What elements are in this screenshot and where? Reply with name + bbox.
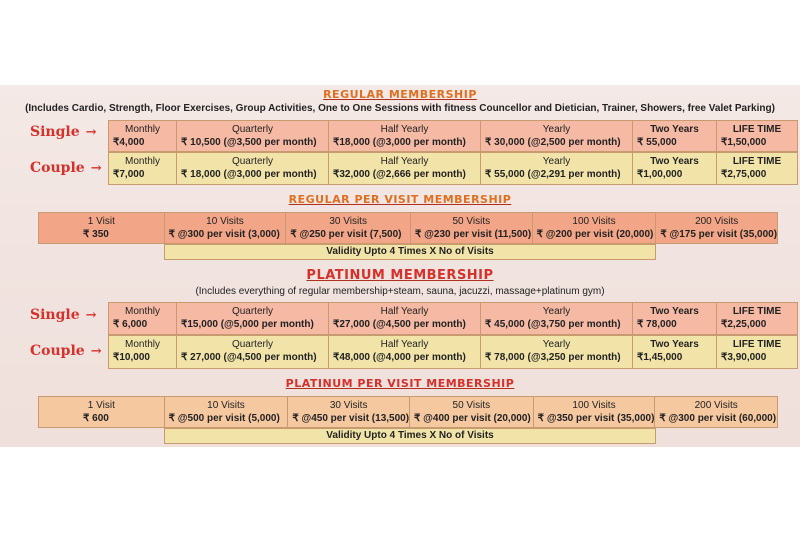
visit-cell: 10 Visits ₹ @500 per visit (5,000): [165, 397, 289, 427]
price-cell: Monthly ₹10,000: [109, 336, 177, 368]
price-cell: Quarterly ₹ 18,000 (@3,000 per month): [177, 153, 329, 184]
platinum-validity-note: Validity Upto 4 Times X No of Visits: [164, 428, 656, 444]
visit-cell: 100 Visits ₹ @200 per visit (20,000): [533, 213, 657, 243]
price-cell: Yearly ₹ 78,000 (@3,250 per month): [481, 336, 633, 368]
platinum-couple-label: Couple →: [30, 343, 102, 359]
visit-cell: 30 Visits ₹ @250 per visit (7,500): [286, 213, 411, 243]
regular-single-label: Single →: [30, 124, 97, 140]
visit-cell: 200 Visits ₹ @300 per visit (60,000): [659, 400, 777, 424]
price-cell: LIFE TIME ₹2,25,000: [721, 306, 782, 330]
arrow-right-icon: →: [90, 161, 102, 176]
price-cell: LIFE TIME ₹3,90,000: [721, 339, 782, 363]
regular-visit-row: [38, 212, 778, 244]
platinum-visit-title: PLATINUM PER VISIT MEMBERSHIP: [285, 377, 515, 390]
price-cell: Half Yearly ₹27,000 (@4,500 per month): [329, 303, 481, 334]
regular-couple-row: [108, 152, 798, 185]
price-cell: Quarterly ₹ 27,000 (@4,500 per month): [177, 336, 329, 368]
platinum-visit-row: [38, 396, 778, 428]
visit-cell: 200 Visits ₹ @175 per visit (35,000): [660, 216, 777, 240]
price-cell: Half Yearly ₹18,000 (@3,000 per month): [329, 121, 481, 151]
price-cell: Two Years ₹ 78,000: [633, 303, 717, 334]
platinum-membership-title: PLATINUM MEMBERSHIP: [306, 268, 494, 283]
price-cell: Half Yearly ₹48,000 (@4,000 per month): [329, 336, 481, 368]
price-cell: Two Years ₹1,00,000: [633, 153, 717, 184]
price-cell: Monthly ₹4,000: [109, 121, 177, 151]
price-cell: Yearly ₹ 45,000 (@3,750 per month): [481, 303, 633, 334]
regular-membership-title: REGULAR MEMBERSHIP: [323, 88, 477, 101]
arrow-right-icon: →: [85, 125, 97, 140]
price-cell: LIFE TIME ₹2,75,000: [721, 156, 782, 180]
arrow-right-icon: →: [85, 308, 97, 323]
platinum-single-row: [108, 302, 798, 335]
price-cell: Quarterly ₹15,000 (@5,000 per month): [177, 303, 329, 334]
regular-validity-note: Validity Upto 4 Times X No of Visits: [164, 244, 656, 260]
visit-cell: 1 Visit ₹ 600: [39, 397, 165, 427]
platinum-couple-row: [108, 335, 798, 369]
regular-couple-label: Couple →: [30, 160, 102, 176]
price-cell: Quarterly ₹ 10,500 (@3,500 per month): [177, 121, 329, 151]
regular-includes-text: (Includes Cardio, Strength, Floor Exercises, Group Activities, One to One Sessions with fitness Councellor and Dietician, Trainer, Showers, free Valet Parking): [25, 103, 775, 114]
visit-cell: 50 Visits ₹ @230 per visit (11,500): [411, 213, 533, 243]
visit-cell: 10 Visits ₹ @300 per visit (3,000): [165, 213, 287, 243]
price-cell: Half Yearly ₹32,000 (@2,666 per month): [329, 153, 481, 184]
price-cell: Monthly ₹ 6,000: [109, 303, 177, 334]
visit-cell: 1 Visit ₹ 350: [39, 213, 165, 243]
arrow-right-icon: →: [90, 344, 102, 359]
platinum-includes-text: (Includes everything of regular membership+steam, sauna, jacuzzi, massage+platinum gym): [195, 286, 605, 297]
platinum-single-label: Single →: [30, 307, 97, 323]
price-cell: Yearly ₹ 30,000 (@2,500 per month): [481, 121, 633, 151]
regular-visit-title: REGULAR PER VISIT MEMBERSHIP: [288, 193, 512, 206]
regular-single-row: [108, 120, 798, 152]
price-cell: Monthly ₹7,000: [109, 153, 177, 184]
price-cell: Yearly ₹ 55,000 (@2,291 per month): [481, 153, 633, 184]
price-cell: Two Years ₹1,45,000: [633, 336, 717, 368]
price-cell: LIFE TIME ₹1,50,000: [721, 124, 782, 148]
visit-cell: 100 Visits ₹ @350 per visit (35,000): [534, 397, 656, 427]
visit-cell: 30 Visits ₹ @450 per visit (13,500): [288, 397, 410, 427]
visit-cell: 50 Visits ₹ @400 per visit (20,000): [410, 397, 534, 427]
price-cell: Two Years ₹ 55,000: [633, 121, 717, 151]
